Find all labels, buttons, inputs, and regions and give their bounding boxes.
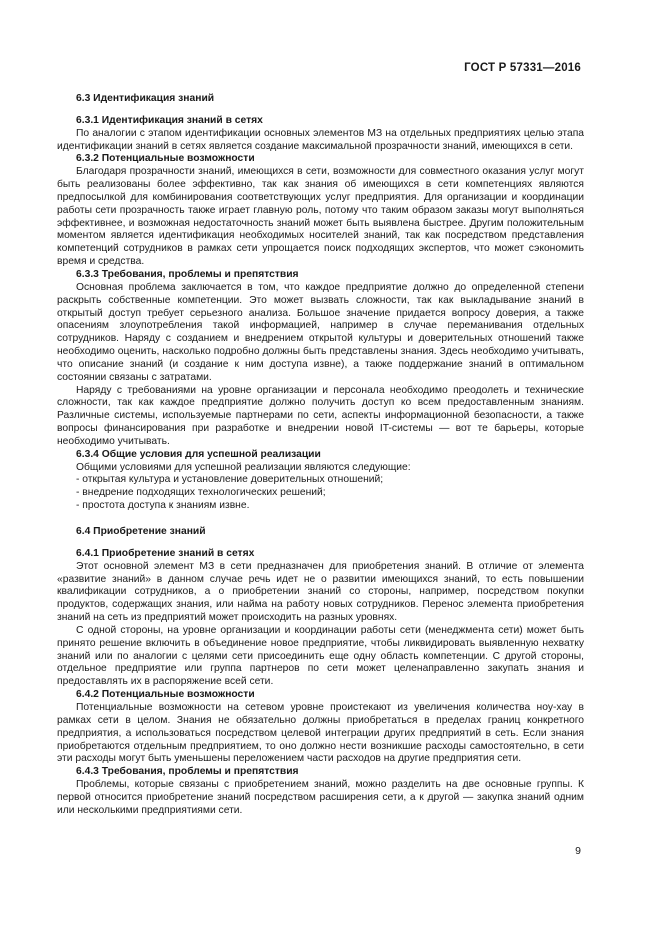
section-6-3-4-title: 6.3.4 Общие условия для успешной реализации [76, 448, 321, 460]
section-6-3-3-title: 6.3.3 Требования, проблемы и препятствия [76, 268, 299, 280]
paragraph: Благодаря прозрачности знаний, имеющихся в сети, возможности для совместного оказания услуг могут быть реализованы более эффективно, так как знания об имеющихся в сети компетенциях являются предпосылкой для комбинирования соответствующих услуг предприятия. Для организации и координации работы сети прозрачность также играет главную роль, потому что таким образом заказы могут выполняться эффективнее, и возможная недостаточность знаний может быть выявлена быстрее. Другим положительным моментом является идентификация необходимых носителей знаний, так как посредством представления компетенций сотрудников в рамках сети упрощается поиск подходящих экспертов, что может сэкономить время и средства. [57, 166, 584, 268]
paragraph: Общими условиями для успешной реализации являются следующие: [76, 461, 411, 473]
section-6-4-title: 6.4 Приобретение знаний [76, 526, 206, 537]
page-number: 9 [575, 845, 581, 857]
section-6-4-2-title: 6.4.2 Потенциальные возможности [76, 689, 255, 701]
paragraph: Основная проблема заключается в том, что каждое предприятие должно до определенной степени раскрыть собственные компетенции. Это может вызвать сложности, так как выкладывание знаний в открытый доступ требует серьезного анализа. Большое значение придается вопросу доверия, а также опасениям злоупотребления такой информацией, например в случае переманивания отдельных сотрудников. Наряду с созданием и внедрением открытой культуры и доверительных отношений также необходимо оценить, насколько подробно должны быть представлены знания. Здесь необходимо учитывать, что описание знаний (и создание к ним доступа извне), а также поддержание знаний в оптимальном состоянии связаны с затратами. [57, 281, 584, 383]
paragraph: Потенциальные возможности на сетевом уровне проистекают из увеличения количества ноу-хау в рамках сети в целом. Знания не обязательно должны приобретаться в пределах границ конкретного предприятия, а использоваться посредством целевой интеграции других предприятий в сеть. Если знания приобретаются отдельным предприятием, то оно должно нести возникшие расходы самостоятельно, в сети эти расходы могут быть уменьшены переложением части расходов на другие предприятия сети. [57, 701, 584, 765]
paragraph: По аналогии с этапом идентификации основных элементов МЗ на отдельных предприятиях целью этапа идентификации знаний в сетях является создание максимальной прозрачности знаний, имеющихся в сети. [57, 127, 584, 152]
paragraph: Этот основной элемент МЗ в сети предназначен для приобретения знаний. В отличие от элемента «развитие знаний» в данном случае речь идет не о развитии имеющихся знаний, то есть повышении квалификации сотрудников, а о приобретении знаний со стороны, например, посредством покупки продуктов, содержащих знания, или найма на работу новых сотрудников. Перенос элемента приобретения знаний на сеть из предприятий может происходить на разных уровнях. [57, 560, 584, 624]
list-item: - внедрение подходящих технологических решений; [76, 487, 326, 499]
section-6-4-3-title: 6.4.3 Требования, проблемы и препятствия [76, 766, 299, 778]
standard-designation: ГОСТ Р 57331—2016 [464, 62, 581, 74]
section-6-3-title: 6.3 Идентификация знаний [76, 93, 215, 104]
section-6-3-2-title: 6.3.2 Потенциальные возможности [76, 153, 255, 165]
list-item: - открытая культура и установление доверительных отношений; [76, 474, 384, 486]
paragraph: С одной стороны, на уровне организации и координации работы сети (менеджмента сети) может быть принято решение включить в объединение новое предприятие, чтобы ликвидировать выявленную нехватку знаний или по аналогии с целями сети присоединить еще одну область компетенции. С другой стороны, отдельное предприятие или группа партнеров по сети может целенаправленно закупать знания и предоставлять их в распоряжение всей сети. [57, 624, 584, 688]
document-body [57, 92, 584, 818]
paragraph: Проблемы, которые связаны с приобретением знаний, можно разделить на две основные группы. К первой относится приобретение знаний посредством расширения сети, а к другой — закупка знаний одним или несколькими предприятиями сети. [57, 779, 584, 816]
section-6-4-1-title: 6.4.1 Приобретение знаний в сетях [76, 547, 255, 559]
list-item: - простота доступа к знаниям извне. [76, 500, 250, 512]
section-6-3-1-title: 6.3.1 Идентификация знаний в сетях [76, 114, 263, 126]
paragraph: Наряду с требованиями на уровне организации и персонала необходимо преодолеть и технические сложности, так как каждое предприятие должно получить доступ ко всем предоставленным знаниям. Различные системы, используемые партнерами по сети, аспекты информационной безопасности, а также вопросы финансирования при разработке и внедрении новой IT-системы — вот те барьеры, которые необходимо учитывать. [57, 384, 584, 447]
